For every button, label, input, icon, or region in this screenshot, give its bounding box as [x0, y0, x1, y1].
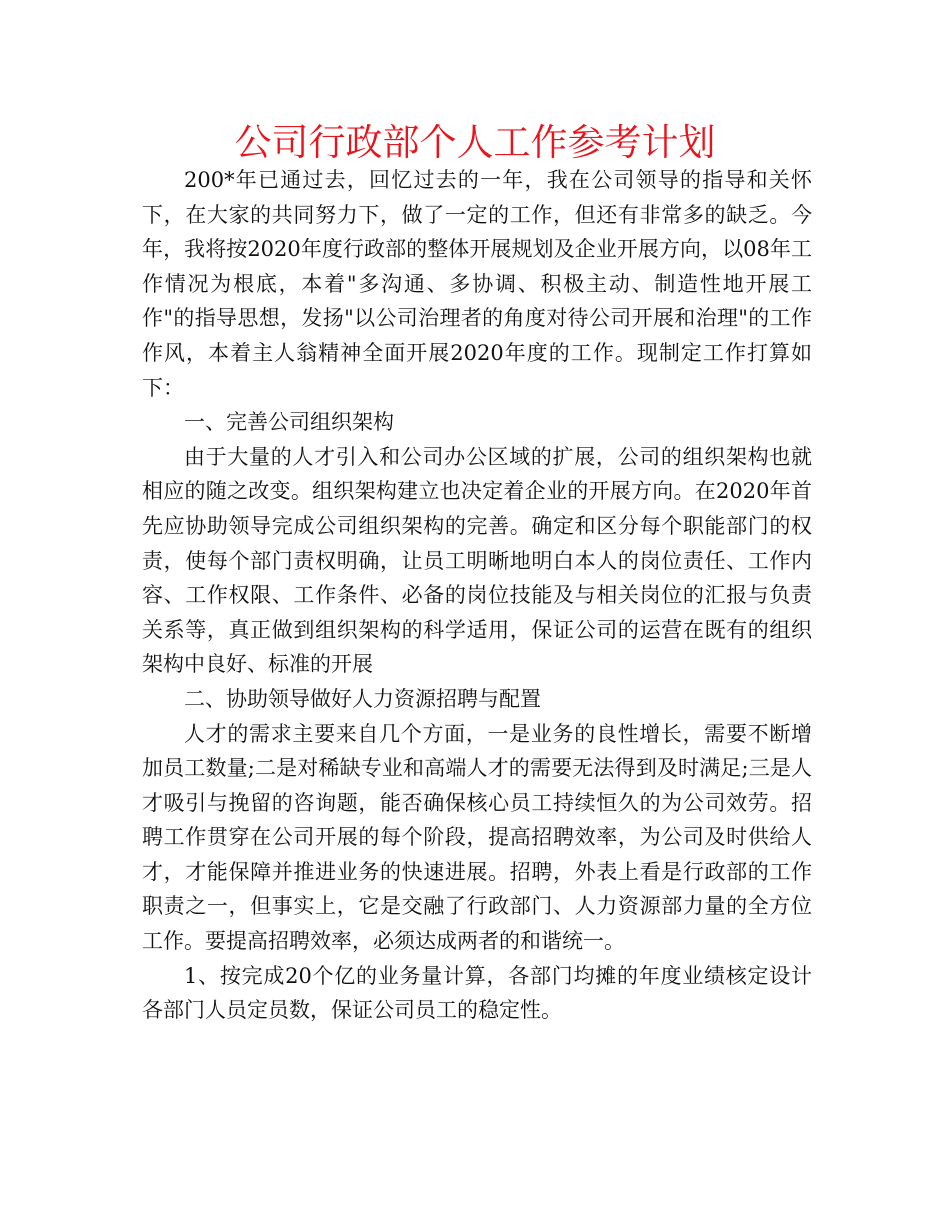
paragraph-org-structure: 由于大量的人才引入和公司办公区域的扩展，公司的组织架构也就相应的随之改变。组织架构建立也决定着企业的开展方向。在2020年首先应协助领导完成公司组织架构的完善。确定和区分每个职能部门的权责，使每个部门责权明确，让员工明晰地明白本人的岗位责任、工作内容、工作权限、工作条件、必备的岗位技能及与相关岗位的汇报与负责关系等，真正做到组织架构的科学适用，保证公司的运营在既有的组织架构中良好、标准的开展: [142, 444, 812, 677]
document-title: 公司行政部个人工作参考计划: [234, 121, 716, 164]
section-heading-1: 一、完善公司组织架构: [184, 410, 394, 435]
paragraph-intro: 200*年已通过去，回忆过去的一年，我在公司领导的指导和关怀下，在大家的共同努力下，做了一定的工作，但还有非常多的缺乏。今年，我将按2020年度行政部的整体开展规划及企业开展方向，以08年工作情况为根底，本着"多沟通、多协调、积极主动、制造性地开展工作"的指导思想，发扬"以公司治理者的角度对待公司开展和治理"的工作作风，本着主人翁精神全面开展2020年度的工作。现制定工作打算如下：: [142, 168, 812, 400]
document-body: [142, 163, 812, 1028]
paragraph-item-1: 1、按完成20个亿的业务量计算，各部门均摊的年度业绩核定设计各部门人员定员数，保证公司员工的稳定性。: [142, 963, 812, 1023]
section-heading-2: 二、协助领导做好人力资源招聘与配置: [184, 686, 541, 711]
paragraph-recruitment: 人才的需求主要来自几个方面，一是业务的良性增长，需要不断增加员工数量;二是对稀缺专业和高端人才的需要无法得到及时满足;三是人才吸引与挽留的咨询题，能否确保核心员工持续恒久的为公司效劳。招聘工作贯穿在公司开展的每个阶段，提高招聘效率，为公司及时供给人才，才能保障并推进业务的快速进展。招聘，外表上看是行政部的工作职责之一，但事实上，它是交融了行政部门、人力资源部力量的全方位工作。要提高招聘效率，必须达成两者的和谐统一。: [142, 721, 812, 954]
